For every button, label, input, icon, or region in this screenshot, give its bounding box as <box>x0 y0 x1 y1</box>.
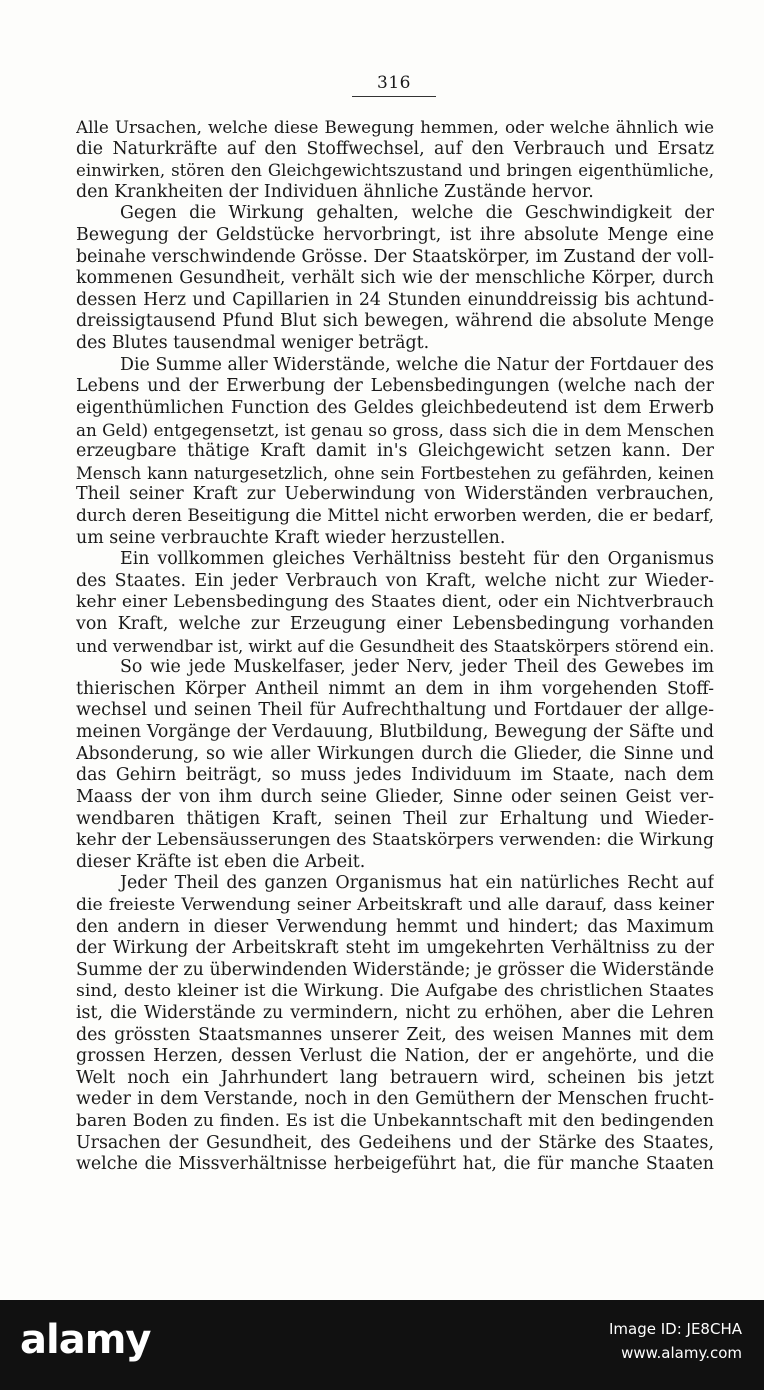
text-line: grossen Herzen, dessen Verlust die Nation, der er angehörte, und die <box>76 1046 714 1067</box>
text-line: dreissigtausend Pfund Blut sich bewegen, während die absolute Menge <box>76 311 714 332</box>
text-line: Ursachen der Gesundheit, des Gedeihens und der Stärke des Staates, <box>76 1132 714 1153</box>
text-line: Maass der von ihm durch seine Glieder, Sinne oder seinen Geist ver- <box>76 786 714 807</box>
watermark-banner <box>0 1300 764 1390</box>
text-line: Lebens und der Erwerbung der Lebensbedingungen (welche nach der <box>76 376 714 397</box>
text-line: weder in dem Verstande, noch in den Gemüthern der Menschen frucht- <box>76 1089 714 1110</box>
text-line: einwirken, stören den Gleichgewichtszustand und bringen eigenthümliche, <box>76 161 714 181</box>
text-line: wendbaren thätigen Kraft, seinen Theil zur Erhaltung und Wieder- <box>76 808 714 829</box>
text-line: kehr der Lebensäusserungen des Staatskörpers verwenden: die Wirkung <box>76 830 714 851</box>
page-number-rule <box>352 96 436 97</box>
text-line: Jeder Theil des ganzen Organismus hat ein natürliches Recht auf <box>120 873 714 894</box>
text-line: baren Boden zu finden. Es ist die Unbekanntschaft mit den bedingenden <box>76 1111 714 1132</box>
text-line: das Gehirn beiträgt, so muss jedes Individuum im Staate, nach dem <box>76 765 714 786</box>
text-line: durch deren Beseitigung die Mittel nicht erworben werden, die er bedarf, <box>76 505 714 526</box>
text-line: des Blutes tausendmal weniger beträgt. <box>76 333 430 354</box>
text-line: So wie jede Muskelfaser, jeder Nerv, jeder Theil des Gewebes im <box>120 657 714 678</box>
text-line: dessen Herz und Capillarien in 24 Stunden einunddreissig bis achtund- <box>76 289 714 310</box>
text-line: Gegen die Wirkung gehalten, welche die Geschwindigkeit der <box>120 203 714 224</box>
text-line: den andern in dieser Verwendung hemmt und hindert; das Maximum <box>76 916 714 937</box>
text-line: Bewegung der Geldstücke hervorbringt, ist ihre absolute Menge eine <box>76 225 714 246</box>
text-line: Mensch kann naturgesetzlich, ohne sein Fortbestehen zu gefährden, keinen <box>76 463 714 483</box>
footer-info <box>609 1318 742 1366</box>
text-line: dieser Kräfte ist eben die Arbeit. <box>76 851 366 872</box>
text-line: welche die Missverhältnisse herbeigeführt hat, die für manche Staaten <box>76 1154 714 1175</box>
text-line: kommenen Gesundheit, verhält sich wie der menschliche Körper, durch <box>76 268 714 289</box>
text-line: um seine verbrauchte Kraft wieder herzustellen. <box>76 527 506 548</box>
text-line: sind, desto kleiner ist die Wirkung. Die Aufgabe des christlichen Staates <box>76 981 714 1002</box>
text-line: Die Summe aller Widerstände, welche die Natur der Fortdauer des <box>120 354 714 375</box>
text-line: von Kraft, welche zur Erzeugung einer Lebensbedingung vorhanden <box>76 614 714 635</box>
text-line: des grössten Staatsmannes unserer Zeit, des weisen Mannes mit dem <box>76 1024 714 1045</box>
text-line: an Geld) entgegensetzt, ist genau so gross, dass sich die in dem Menschen <box>76 419 714 440</box>
text-line: Summe der zu überwindenden Widerstände; je grösser die Widerstände <box>76 959 714 980</box>
text-line: Alle Ursachen, welche diese Bewegung hemmen, oder welche ähnlich wie <box>76 117 714 137</box>
text-line: kehr einer Lebensbedingung des Staates dient, oder ein Nichtverbrauch <box>76 592 714 613</box>
text-line: eigenthümlichen Function des Geldes gleichbedeutend ist dem Erwerb <box>76 397 714 418</box>
text-line: und verwendbar ist, wirkt auf die Gesundheit des Staatskörpers störend ein. <box>76 636 714 656</box>
text-line: beinahe verschwindende Grösse. Der Staatskörper, im Zustand der voll- <box>76 246 714 267</box>
text-line: des Staates. Ein jeder Verbrauch von Kraft, welche nicht zur Wieder- <box>76 570 714 591</box>
text-line: thierischen Körper Antheil nimmt an dem in ihm vorgehenden Stoff- <box>76 678 714 699</box>
text-line: Ein vollkommen gleiches Verhältniss besteht für den Organismus <box>120 549 714 570</box>
text-line: der Wirkung der Arbeitskraft steht im umgekehrten Verhältniss zu der <box>76 938 714 959</box>
body-text <box>76 117 714 1176</box>
text-line: wechsel und seinen Theil für Aufrechthaltung und Fortdauer der allge- <box>76 700 714 721</box>
text-line: Absonderung, so wie aller Wirkungen durch die Glieder, die Sinne und <box>76 743 714 764</box>
image-id-label: Image ID: JE8CHA <box>608 1320 742 1338</box>
text-line: Theil seiner Kraft zur Ueberwindung von Widerständen verbrauchen, <box>76 484 714 505</box>
site-url: www.alamy.com <box>621 1344 742 1362</box>
text-line: meinen Vorgänge der Verdauung, Blutbildung, Bewegung der Säfte und <box>76 722 714 743</box>
text-line: erzeugbare thätige Kraft damit in's Gleichgewicht setzen kann. Der <box>76 441 714 462</box>
text-line: den Krankheiten der Individuen ähnliche Zustände hervor. <box>76 181 594 202</box>
text-line: die freieste Verwendung seiner Arbeitskraft und alle darauf, dass keiner <box>76 894 714 915</box>
text-line: die Naturkräfte auf den Stoffwechsel, auf den Verbrauch und Ersatz <box>76 138 714 159</box>
page-number: 316 <box>377 73 411 93</box>
alamy-logo: alamy <box>20 1317 151 1363</box>
text-line: ist, die Widerstände zu vermindern, nicht zu erhöhen, aber die Lehren <box>76 1002 714 1023</box>
text-line: Welt noch ein Jahrhundert lang betrauern wird, scheinen bis jetzt <box>76 1067 714 1088</box>
